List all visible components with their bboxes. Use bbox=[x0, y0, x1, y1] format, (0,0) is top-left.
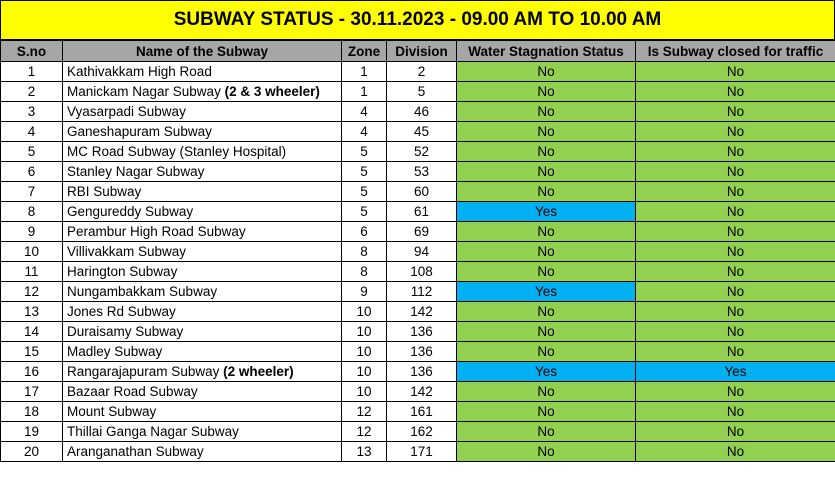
subway-name: Aranganathan Subway bbox=[67, 444, 204, 459]
cell-division: 5 bbox=[387, 82, 457, 102]
cell-water-stagnation: No bbox=[457, 382, 636, 402]
cell-sno: 20 bbox=[1, 442, 63, 462]
cell-subway-name bbox=[63, 142, 342, 162]
cell-sno: 16 bbox=[1, 362, 63, 382]
subway-vehicle-note: (2 & 3 wheeler) bbox=[224, 84, 320, 99]
subway-name: Gengureddy Subway bbox=[67, 204, 194, 219]
cell-subway-name bbox=[63, 182, 342, 202]
cell-subway-name bbox=[63, 282, 342, 302]
cell-water-stagnation: No bbox=[457, 222, 636, 242]
cell-water-stagnation: No bbox=[457, 142, 636, 162]
cell-zone: 5 bbox=[342, 142, 387, 162]
header-closed-for-traffic: Is Subway closed for traffic bbox=[636, 41, 835, 62]
cell-subway-name bbox=[63, 162, 342, 182]
cell-closed-for-traffic: No bbox=[636, 202, 835, 222]
cell-subway-name bbox=[63, 62, 342, 82]
cell-water-stagnation: No bbox=[457, 262, 636, 282]
table-row bbox=[1, 302, 835, 322]
subway-name: Stanley Nagar Subway bbox=[67, 164, 205, 179]
header-water-stagnation: Water Stagnation Status bbox=[457, 41, 636, 62]
cell-sno: 10 bbox=[1, 242, 63, 262]
table-row bbox=[1, 282, 835, 302]
table-row bbox=[1, 362, 835, 382]
cell-zone: 13 bbox=[342, 442, 387, 462]
cell-closed-for-traffic: No bbox=[636, 162, 835, 182]
cell-closed-for-traffic: No bbox=[636, 262, 835, 282]
cell-zone: 9 bbox=[342, 282, 387, 302]
cell-zone: 5 bbox=[342, 182, 387, 202]
cell-subway-name bbox=[63, 102, 342, 122]
table-row bbox=[1, 142, 835, 162]
cell-water-stagnation: No bbox=[457, 442, 636, 462]
cell-sno: 12 bbox=[1, 282, 63, 302]
subway-name: MC Road Subway (Stanley Hospital) bbox=[67, 144, 287, 159]
cell-sno: 3 bbox=[1, 102, 63, 122]
cell-division: 112 bbox=[387, 282, 457, 302]
cell-water-stagnation: No bbox=[457, 122, 636, 142]
cell-subway-name bbox=[63, 242, 342, 262]
cell-division: 142 bbox=[387, 382, 457, 402]
cell-sno: 18 bbox=[1, 402, 63, 422]
table-row bbox=[1, 122, 835, 142]
cell-sno: 15 bbox=[1, 342, 63, 362]
cell-sno: 6 bbox=[1, 162, 63, 182]
cell-water-stagnation: No bbox=[457, 62, 636, 82]
cell-division: 171 bbox=[387, 442, 457, 462]
cell-water-stagnation: Yes bbox=[457, 362, 636, 382]
cell-sno: 7 bbox=[1, 182, 63, 202]
cell-closed-for-traffic: Yes bbox=[636, 362, 835, 382]
cell-water-stagnation: No bbox=[457, 322, 636, 342]
cell-closed-for-traffic: No bbox=[636, 302, 835, 322]
cell-water-stagnation: No bbox=[457, 402, 636, 422]
subway-name: Ganeshapuram Subway bbox=[67, 124, 212, 139]
cell-closed-for-traffic: No bbox=[636, 102, 835, 122]
cell-division: 136 bbox=[387, 322, 457, 342]
cell-closed-for-traffic: No bbox=[636, 322, 835, 342]
cell-closed-for-traffic: No bbox=[636, 382, 835, 402]
cell-subway-name bbox=[63, 302, 342, 322]
cell-division: 142 bbox=[387, 302, 457, 322]
subway-name: Perambur High Road Subway bbox=[67, 224, 246, 239]
cell-subway-name bbox=[63, 262, 342, 282]
cell-division: 2 bbox=[387, 62, 457, 82]
subway-name: Kathivakkam High Road bbox=[67, 64, 212, 79]
subway-name: Nungambakkam Subway bbox=[67, 284, 218, 299]
header-name: Name of the Subway bbox=[63, 41, 342, 62]
cell-closed-for-traffic: No bbox=[636, 182, 835, 202]
cell-water-stagnation: No bbox=[457, 422, 636, 442]
table-header-row bbox=[1, 41, 835, 62]
cell-sno: 14 bbox=[1, 322, 63, 342]
cell-water-stagnation: No bbox=[457, 162, 636, 182]
cell-closed-for-traffic: No bbox=[636, 282, 835, 302]
table-row bbox=[1, 222, 835, 242]
cell-zone: 12 bbox=[342, 402, 387, 422]
cell-water-stagnation: No bbox=[457, 342, 636, 362]
subway-name: Harington Subway bbox=[67, 264, 178, 279]
header-sno: S.no bbox=[1, 41, 63, 62]
cell-zone: 10 bbox=[342, 342, 387, 362]
cell-sno: 13 bbox=[1, 302, 63, 322]
cell-subway-name bbox=[63, 202, 342, 222]
cell-division: 108 bbox=[387, 262, 457, 282]
cell-subway-name bbox=[63, 422, 342, 442]
cell-zone: 10 bbox=[342, 382, 387, 402]
cell-division: 46 bbox=[387, 102, 457, 122]
subway-name: Manickam Nagar Subway bbox=[67, 84, 225, 99]
cell-zone: 8 bbox=[342, 242, 387, 262]
cell-zone: 6 bbox=[342, 222, 387, 242]
cell-subway-name bbox=[63, 322, 342, 342]
cell-closed-for-traffic: No bbox=[636, 122, 835, 142]
cell-closed-for-traffic: No bbox=[636, 402, 835, 422]
table-row bbox=[1, 242, 835, 262]
cell-division: 94 bbox=[387, 242, 457, 262]
cell-zone: 12 bbox=[342, 422, 387, 442]
subway-name: Thillai Ganga Nagar Subway bbox=[67, 424, 239, 439]
table-row bbox=[1, 322, 835, 342]
subway-name: Madley Subway bbox=[67, 344, 163, 359]
cell-closed-for-traffic: No bbox=[636, 82, 835, 102]
cell-sno: 4 bbox=[1, 122, 63, 142]
cell-subway-name bbox=[63, 362, 342, 382]
table-row bbox=[1, 102, 835, 122]
cell-sno: 9 bbox=[1, 222, 63, 242]
cell-sno: 5 bbox=[1, 142, 63, 162]
table-row bbox=[1, 82, 835, 102]
cell-division: 52 bbox=[387, 142, 457, 162]
table-body bbox=[1, 62, 835, 462]
cell-sno: 8 bbox=[1, 202, 63, 222]
table-row bbox=[1, 262, 835, 282]
cell-zone: 4 bbox=[342, 122, 387, 142]
cell-zone: 8 bbox=[342, 262, 387, 282]
subway-name: Jones Rd Subway bbox=[67, 304, 176, 319]
table-row bbox=[1, 202, 835, 222]
cell-subway-name bbox=[63, 222, 342, 242]
cell-water-stagnation: No bbox=[457, 302, 636, 322]
sheet-title: SUBWAY STATUS - 30.11.2023 - 09.00 AM TO 10.00 AM bbox=[0, 0, 835, 40]
cell-subway-name bbox=[63, 82, 342, 102]
subway-name: Villivakkam Subway bbox=[67, 244, 187, 259]
table-row bbox=[1, 422, 835, 442]
table-row bbox=[1, 62, 835, 82]
table-row bbox=[1, 182, 835, 202]
cell-subway-name bbox=[63, 382, 342, 402]
subway-name: Rangarajapuram Subway bbox=[67, 364, 224, 379]
table-row bbox=[1, 402, 835, 422]
cell-closed-for-traffic: No bbox=[636, 342, 835, 362]
table-row bbox=[1, 342, 835, 362]
subway-name: Duraisamy Subway bbox=[67, 324, 184, 339]
cell-subway-name bbox=[63, 122, 342, 142]
cell-division: 45 bbox=[387, 122, 457, 142]
cell-closed-for-traffic: No bbox=[636, 222, 835, 242]
cell-sno: 2 bbox=[1, 82, 63, 102]
cell-zone: 10 bbox=[342, 362, 387, 382]
cell-sno: 19 bbox=[1, 422, 63, 442]
cell-zone: 1 bbox=[342, 82, 387, 102]
cell-closed-for-traffic: No bbox=[636, 422, 835, 442]
cell-closed-for-traffic: No bbox=[636, 442, 835, 462]
cell-subway-name bbox=[63, 342, 342, 362]
cell-division: 69 bbox=[387, 222, 457, 242]
table-row bbox=[1, 442, 835, 462]
subway-name: Bazaar Road Subway bbox=[67, 384, 198, 399]
cell-subway-name bbox=[63, 442, 342, 462]
cell-water-stagnation: No bbox=[457, 242, 636, 262]
cell-closed-for-traffic: No bbox=[636, 242, 835, 262]
cell-subway-name bbox=[63, 402, 342, 422]
cell-zone: 5 bbox=[342, 202, 387, 222]
cell-water-stagnation: No bbox=[457, 102, 636, 122]
subway-name: RBI Subway bbox=[67, 184, 142, 199]
table-row bbox=[1, 162, 835, 182]
cell-zone: 4 bbox=[342, 102, 387, 122]
subway-name: Mount Subway bbox=[67, 404, 157, 419]
cell-zone: 5 bbox=[342, 162, 387, 182]
cell-division: 60 bbox=[387, 182, 457, 202]
cell-division: 162 bbox=[387, 422, 457, 442]
cell-water-stagnation: Yes bbox=[457, 202, 636, 222]
table-row bbox=[1, 382, 835, 402]
cell-division: 161 bbox=[387, 402, 457, 422]
cell-water-stagnation: No bbox=[457, 82, 636, 102]
cell-zone: 1 bbox=[342, 62, 387, 82]
cell-sno: 17 bbox=[1, 382, 63, 402]
cell-closed-for-traffic: No bbox=[636, 62, 835, 82]
cell-division: 136 bbox=[387, 342, 457, 362]
cell-division: 61 bbox=[387, 202, 457, 222]
cell-division: 53 bbox=[387, 162, 457, 182]
cell-closed-for-traffic: No bbox=[636, 142, 835, 162]
cell-sno: 11 bbox=[1, 262, 63, 282]
cell-zone: 10 bbox=[342, 302, 387, 322]
cell-division: 136 bbox=[387, 362, 457, 382]
subway-name: Vyasarpadi Subway bbox=[67, 104, 186, 119]
header-division: Division bbox=[387, 41, 457, 62]
cell-zone: 10 bbox=[342, 322, 387, 342]
cell-sno: 1 bbox=[1, 62, 63, 82]
cell-water-stagnation: No bbox=[457, 182, 636, 202]
subway-vehicle-note: (2 wheeler) bbox=[223, 364, 294, 379]
subway-status-table bbox=[0, 40, 835, 462]
cell-water-stagnation: Yes bbox=[457, 282, 636, 302]
header-zone: Zone bbox=[342, 41, 387, 62]
